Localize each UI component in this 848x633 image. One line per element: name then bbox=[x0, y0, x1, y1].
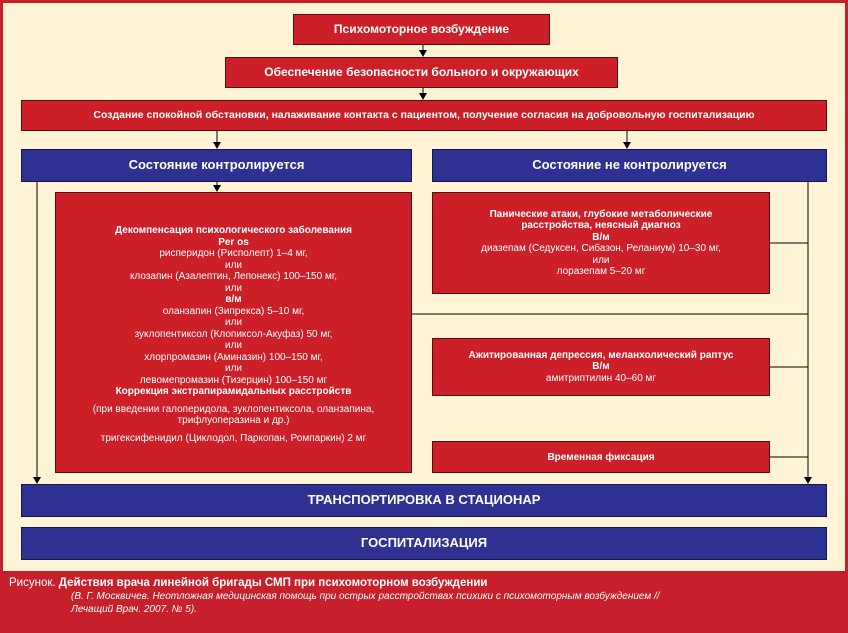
uncontrolled-header bbox=[432, 149, 827, 182]
calm-label: Создание спокойной обстановки, налаживание контакта с пациентом, получение согласия на добровольную госпитализацию bbox=[93, 108, 755, 121]
depression-treatment-box bbox=[432, 338, 770, 396]
caption-source-2: Лечащий Врач. 2007. № 5). bbox=[71, 604, 197, 615]
ct-line: или bbox=[224, 282, 242, 294]
ct-line: или bbox=[224, 259, 242, 271]
ct-line: или bbox=[224, 340, 242, 351]
safety-label: Обеспечение безопасности больного и окружающих bbox=[264, 64, 579, 79]
ct-line: (при введении галоперидола, зуклопентиксола, оланзапина, bbox=[92, 403, 375, 415]
uncontrolled-header-label: Состояние не контролируется bbox=[532, 157, 727, 173]
transport-label: ТРАНСПОРТИРОВКА В СТАЦИОНАР bbox=[307, 492, 541, 508]
agitation-box bbox=[293, 14, 550, 45]
pt-line: В/м bbox=[592, 231, 610, 243]
controlled-header bbox=[21, 149, 412, 182]
ct-line: Per os bbox=[218, 236, 249, 248]
pt-line: диазепам (Седуксен, Сибазон, Реланиум) 10–30 мг, bbox=[481, 243, 721, 254]
dt-line: В/м bbox=[592, 361, 610, 373]
ct-line: в/м bbox=[225, 294, 242, 305]
controlled-header-label: Состояние контролируется bbox=[128, 157, 305, 173]
agitation-label: Психомоторное возбуждение bbox=[333, 21, 510, 36]
ct-line: левомепромазин (Тизерцин) 100–150 мг bbox=[139, 374, 328, 386]
transport-bar bbox=[21, 484, 827, 517]
panic-treatment-box bbox=[432, 192, 770, 294]
ct-line: клозапин (Азалептин, Лепонекс) 100–150 мг, bbox=[129, 271, 338, 282]
ct-line: или bbox=[224, 363, 242, 374]
ct-line: хлорпромазин (Аминазин) 100–150 мг, bbox=[144, 351, 323, 363]
caption-source-1: (В. Г. Москвичев. Неотложная медицинская помощь при острых расстройствах психики с психомоторным возбуждением // bbox=[71, 591, 660, 602]
calm-box bbox=[21, 100, 827, 131]
ct-line: трифлуоперазина и др.) bbox=[177, 415, 290, 426]
caption-title: Действия врача линейной бригады СМП при психомоторном возбуждении bbox=[58, 577, 488, 589]
pt-line: Панические атаки, глубокие метаболические bbox=[489, 208, 713, 220]
ct-line: тригексифенидил (Циклодол, Паркопан, Ромпаркин) 2 мг bbox=[100, 432, 367, 444]
fixation-box bbox=[432, 441, 770, 473]
dt-line: амитриптилин 40–60 мг bbox=[545, 372, 657, 384]
ct-line: оланзапин (Зипрекса) 5–10 мг, bbox=[162, 305, 305, 317]
safety-box bbox=[225, 57, 618, 88]
ct-line: Коррекция экстрапирамидальных расстройств bbox=[115, 386, 352, 397]
ct-line: Декомпенсация психологического заболевания bbox=[115, 225, 352, 236]
figure-caption bbox=[9, 576, 839, 616]
caption-label: Рисунок. bbox=[9, 577, 56, 589]
ct-line: рисперидон (Рисполепт) 1–4 мг, bbox=[159, 248, 308, 259]
fixation-label: Временная фиксация bbox=[547, 451, 655, 463]
pt-line: лоразепам 5–20 мг bbox=[556, 266, 646, 277]
hospitalization-bar bbox=[21, 527, 827, 560]
pt-line: расстройства, неясный диагноз bbox=[521, 220, 681, 231]
pt-line: или bbox=[592, 254, 610, 266]
ct-line: зуклопентиксол (Клопиксол-Акуфаз) 50 мг, bbox=[134, 328, 333, 340]
dt-line: Ажитированная депрессия, меланхолический раптус bbox=[468, 349, 734, 361]
ct-line: или bbox=[224, 317, 242, 328]
hospitalization-label: ГОСПИТАЛИЗАЦИЯ bbox=[360, 535, 488, 551]
controlled-treatment-box bbox=[55, 192, 412, 473]
